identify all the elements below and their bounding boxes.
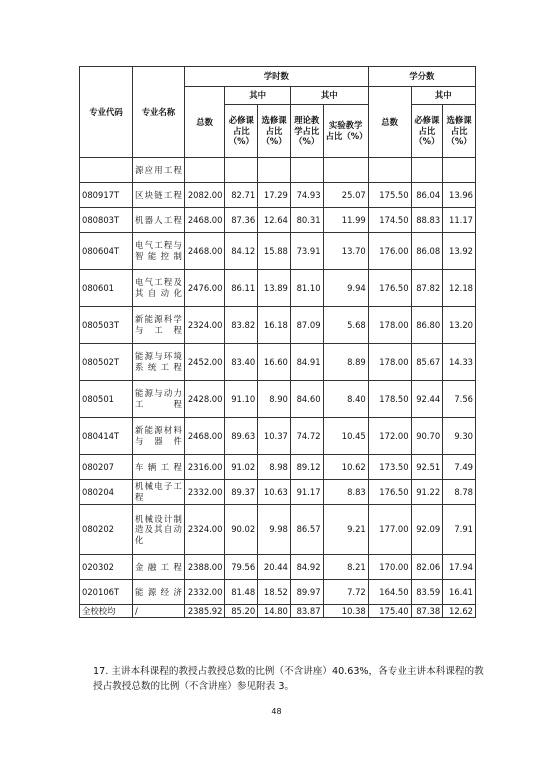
header-credits-total: 总数: [368, 87, 411, 158]
header-hours-sub2: 其中: [290, 87, 368, 105]
table-row: 080202 机械设计制造及其自动化 2324.00 90.02 9.98 86.57 9.21 177.00 92.09 7.91: [80, 505, 476, 555]
table-row: 源应用工程: [80, 158, 476, 183]
table-row: 080604T 电气工程与智能控制 2468.00 84.12 15.88 73.91 13.70 176.00 86.08 13.92: [80, 233, 476, 270]
header-required-hours: 必修课占比（%）: [225, 105, 258, 158]
header-elective-credits: 选修课占比（%）: [443, 105, 476, 158]
table-row: 080204 机械电子工程 2332.00 89.37 10.63 91.17 8.83 176.50 91.22 8.78: [80, 480, 476, 505]
table-row: 080502T 能源与环境系统工程 2452.00 83.40 16.60 84.91 8.89 178.00 85.67 14.33: [80, 344, 476, 381]
header-credits-sub: 其中: [411, 87, 475, 105]
table-row: 080207 车辆工程 2316.00 91.02 8.98 89.12 10.62 173.50 92.51 7.49: [80, 455, 476, 480]
header-hours-group: 学时数: [184, 67, 368, 87]
curriculum-table: [79, 66, 476, 618]
header-required-credits: 必修课占比（%）: [411, 105, 443, 158]
body-paragraph: 17. 主讲本科课程的教授占教授总数的比例（不含讲座）40.63%，各专业主讲本科课程的教授占教授总数的比例（不含讲座）参见附表 3。: [93, 665, 484, 693]
header-credits-group: 学分数: [368, 67, 475, 87]
table-row: 080601 电气工程及其自动化 2476.00 86.11 13.89 81.10 9.94 176.50 87.82 12.18: [80, 270, 476, 307]
table-row: 080414T 新能源材料与器件 2468.00 89.63 10.37 74.72 10.45 172.00 90.70 9.30: [80, 418, 476, 455]
table-header: [80, 67, 476, 158]
table-row: 080501 能源与动力工程 2428.00 91.10 8.90 84.60 8.40 178.50 92.44 7.56: [80, 381, 476, 418]
header-lab-hours: 实验教学占比（%）: [323, 105, 368, 158]
table-body: [80, 158, 476, 618]
page-number: 48: [271, 707, 282, 716]
table-row: 080803T 机器人工程 2468.00 87.36 12.64 80.31 11.99 174.50 88.83 11.17: [80, 208, 476, 233]
table-row: 020302 金融工程 2388.00 79.56 20.44 84.92 8.21 170.00 82.06 17.94: [80, 555, 476, 580]
table-row-average: 全校校均 / 2385.92 85.20 14.80 83.87 10.38 175.40 87.38 12.62: [80, 605, 476, 618]
table-row: 080503T 新能源科学与工程 2324.00 83.82 16.18 87.09 5.68 178.00 86.80 13.20: [80, 307, 476, 344]
header-elective-hours: 选修课占比（%）: [258, 105, 291, 158]
header-hours-total: 总数: [184, 87, 225, 158]
header-code: 专业代码: [80, 67, 133, 158]
header-name: 专业名称: [133, 67, 185, 158]
table-row: 020106T 能源经济 2332.00 81.48 18.52 89.97 7.72 164.50 83.59 16.41: [80, 580, 476, 605]
table-row: 080917T 区块链工程 2082.00 82.71 17.29 74.93 25.07 175.50 86.04 13.96: [80, 183, 476, 208]
header-hours-sub: 其中: [225, 87, 290, 105]
header-theory-hours: 理论教学占比（%）: [290, 105, 323, 158]
